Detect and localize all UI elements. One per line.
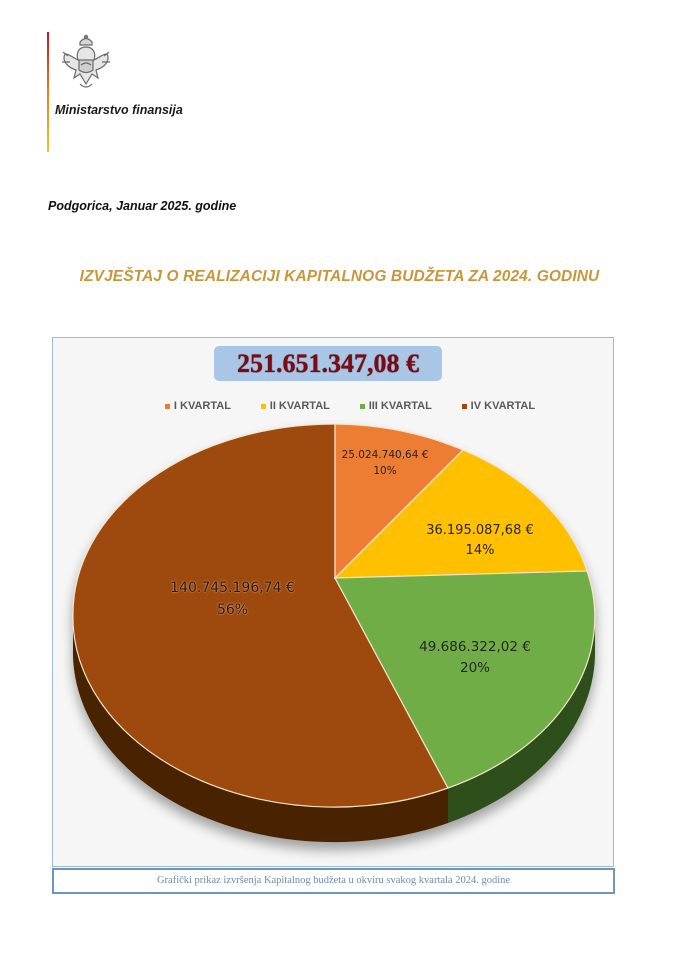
- legend-label: III KVARTAL: [368, 400, 432, 412]
- slice-amount: 25.024.740,64 €: [341, 449, 429, 461]
- slice-label-q3: [400, 637, 550, 679]
- legend-label: II KVARTAL: [269, 400, 330, 412]
- slice-percent: 20%: [459, 659, 490, 676]
- place-date: Podgorica, Januar 2025. godine: [48, 199, 237, 213]
- slice-amount: 36.195.087,68 €: [426, 523, 534, 538]
- report-title: IZVJEŠTAJ O REALIZACIJI KAPITALNOG BUDŽETA ZA 2024. GODINU: [79, 268, 600, 285]
- chart-total-badge: 251.651.347,08 €: [214, 346, 442, 381]
- slice-percent: 56%: [216, 601, 249, 618]
- slice-label-q4: [130, 578, 335, 621]
- legend-label: I KVARTAL: [173, 400, 231, 412]
- slice-percent: 14%: [465, 543, 495, 559]
- slice-percent: 10%: [373, 465, 397, 478]
- ministry-name: Ministarstvo finansija: [55, 103, 183, 117]
- slice-label-q2: [410, 521, 550, 561]
- legend-label: IV KVARTAL: [470, 400, 536, 412]
- slice-amount: 49.686.322,02 €: [419, 639, 531, 655]
- slice-label-q1: [330, 447, 440, 480]
- slice-amount: 140.745.196,74 €: [170, 580, 295, 596]
- chart-caption: Grafički prikaz izvršenja Kapitalnog budžeta u okviru svakog kvartala 2024. godine: [52, 868, 615, 894]
